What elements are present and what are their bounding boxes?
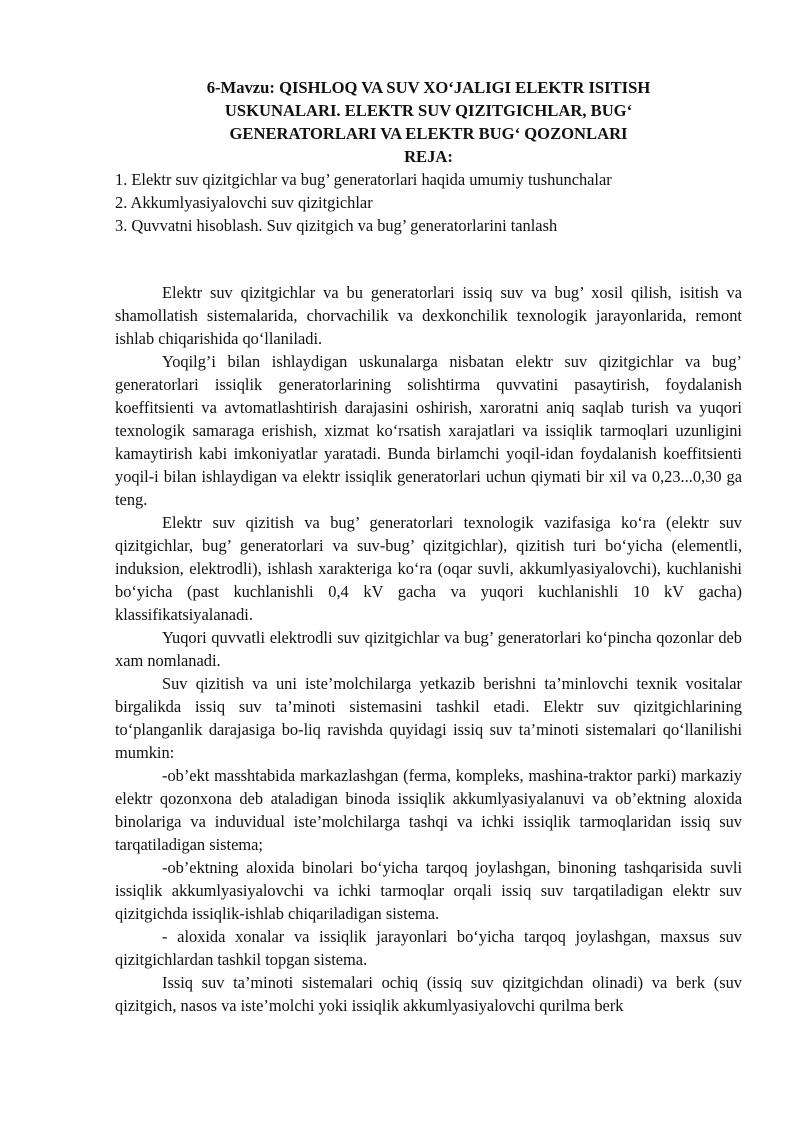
- plan-list: [115, 168, 742, 237]
- plan-item-1: 1. Elektr suv qizitgichlar va bug’ generatorlari haqida umumiy tushunchalar: [115, 170, 612, 189]
- paragraph-1: Elektr suv qizitgichlar va bu generatorlari issiq suv va bug’ xosil qilish, isitish va shamollatish sistemalarida, chorvachilik va dexkonchilik texnologik jarayonlarida, remont ishlab chiqarishida qo‘llaniladi.: [115, 283, 742, 348]
- paragraph-5: Suv qizitish va uni iste’molchilarga yetkazib berishni ta’minlovchi texnik vositalar birgalikda issiq suv ta’minoti sistemasini tashkil etadi. Elektr suv qizitgichlarining to‘planganlik darajasiga bo-liq ravishda quyidagi issiq suv ta’minoti sistemalari qo‘llanilishi mumkin:: [115, 674, 742, 762]
- document-page: [115, 76, 742, 1017]
- paragraph-4: Yuqori quvvatli elektrodli suv qizitgichlar va bug’ generatorlari ko‘pincha qozonlar deb xam nomlanadi.: [115, 628, 742, 670]
- body-text: [115, 281, 742, 1017]
- title-line-2: USKUNALARI. ELEKTR SUV QIZITGICHLAR, BUG‘: [224, 101, 633, 120]
- section-gap: [115, 237, 742, 281]
- paragraph-8: - aloxida xonalar va issiqlik jarayonlari bo‘yicha tarqoq joylashgan, maxsus suv qizitgichlardan tashkil topgan sistema.: [115, 927, 742, 969]
- paragraph-2: Yoqilg’i bilan ishlaydigan uskunalarga nisbatan elektr suv qizitgichlar va bug’ generatorlari issiqlik generatorlarining solishtirma quvvatini pasaytirish, foydalanish koeffitsienti va avtomatlashtirish darajasini oshirish, xaroratni aniq saqlab turish va yuqori texnologik samaraga erishish, xizmat ko‘rsatish xarajatlari va issiqlik tarmoqlari uzunligini kamaytirish kabi imkoniyatlar yaratadi. Bunda birlamchi yoqil-idan foydalanish koeffitsienti yoqil-i bilan ishlaydigan va elektr issiqlik generatorlari uchun qiymati bir xil va 0,23...0,30 ga teng.: [115, 352, 742, 509]
- title-line-1: 6-Mavzu: QISHLOQ VA SUV XO‘JALIGI ELEKTR ISITISH: [206, 78, 651, 97]
- paragraph-3: Elektr suv qizitish va bug’ generatorlari texnologik vazifasiga ko‘ra (elektr suv qizitgichlar, bug’ generatorlari va suv-bug’ qizitgichlar), qizitish turi bo‘yicha (elementli, induksion, elektrodli), ishlash xarakteriga ko‘ra (oqar suvli, akkumlyasiyalovchi), kuchlanishi bo‘yicha (past kuchlanishli 0,4 kV gacha va yuqori kuchlanishli 10 kV gacha) klassifikatsiyalanadi.: [115, 513, 742, 624]
- paragraph-7: -ob’ektning aloxida binolari bo‘yicha tarqoq joylashgan, binoning tashqarisida suvli issiqlik akkumlyasiyalovchi va ichki tarmoqlar orqali issiq suv tarqatiladigan elektr suv qizitgichda issiqlik-ishlab chiqariladigan sistema.: [115, 858, 742, 923]
- paragraph-9: Issiq suv ta’minoti sistemalari ochiq (issiq suv qizitgichdan olinadi) va berk (suv qizitgich, nasos va iste’molchi yoki issiqlik akkumlyasiyalovchi qurilma berk: [115, 973, 742, 1015]
- plan-item-3: 3. Quvvatni hisoblash. Suv qizitgich va bug’ generatorlarini tanlash: [115, 216, 558, 235]
- page-title: [159, 76, 699, 145]
- plan-heading: REJA:: [404, 147, 453, 166]
- plan-item-2: 2. Akkumlyasiyalovchi suv qizitgichlar: [115, 193, 373, 212]
- paragraph-6: -ob’ekt masshtabida markazlashgan (ferma, kompleks, mashina-traktor parki) markaziy elektr qozonxona deb ataladigan binoda issiqlik akkumlyasiyalanuvi va ob’ektning aloxida binolariga va induvidual iste’molchilarga tashqi va ichki issiqlik tarmoqlaridan issiq suv tarqatiladigan sistema;: [115, 766, 742, 854]
- title-line-3: GENERATORLARI VA ELEKTR BUG‘ QOZONLARI: [229, 124, 628, 143]
